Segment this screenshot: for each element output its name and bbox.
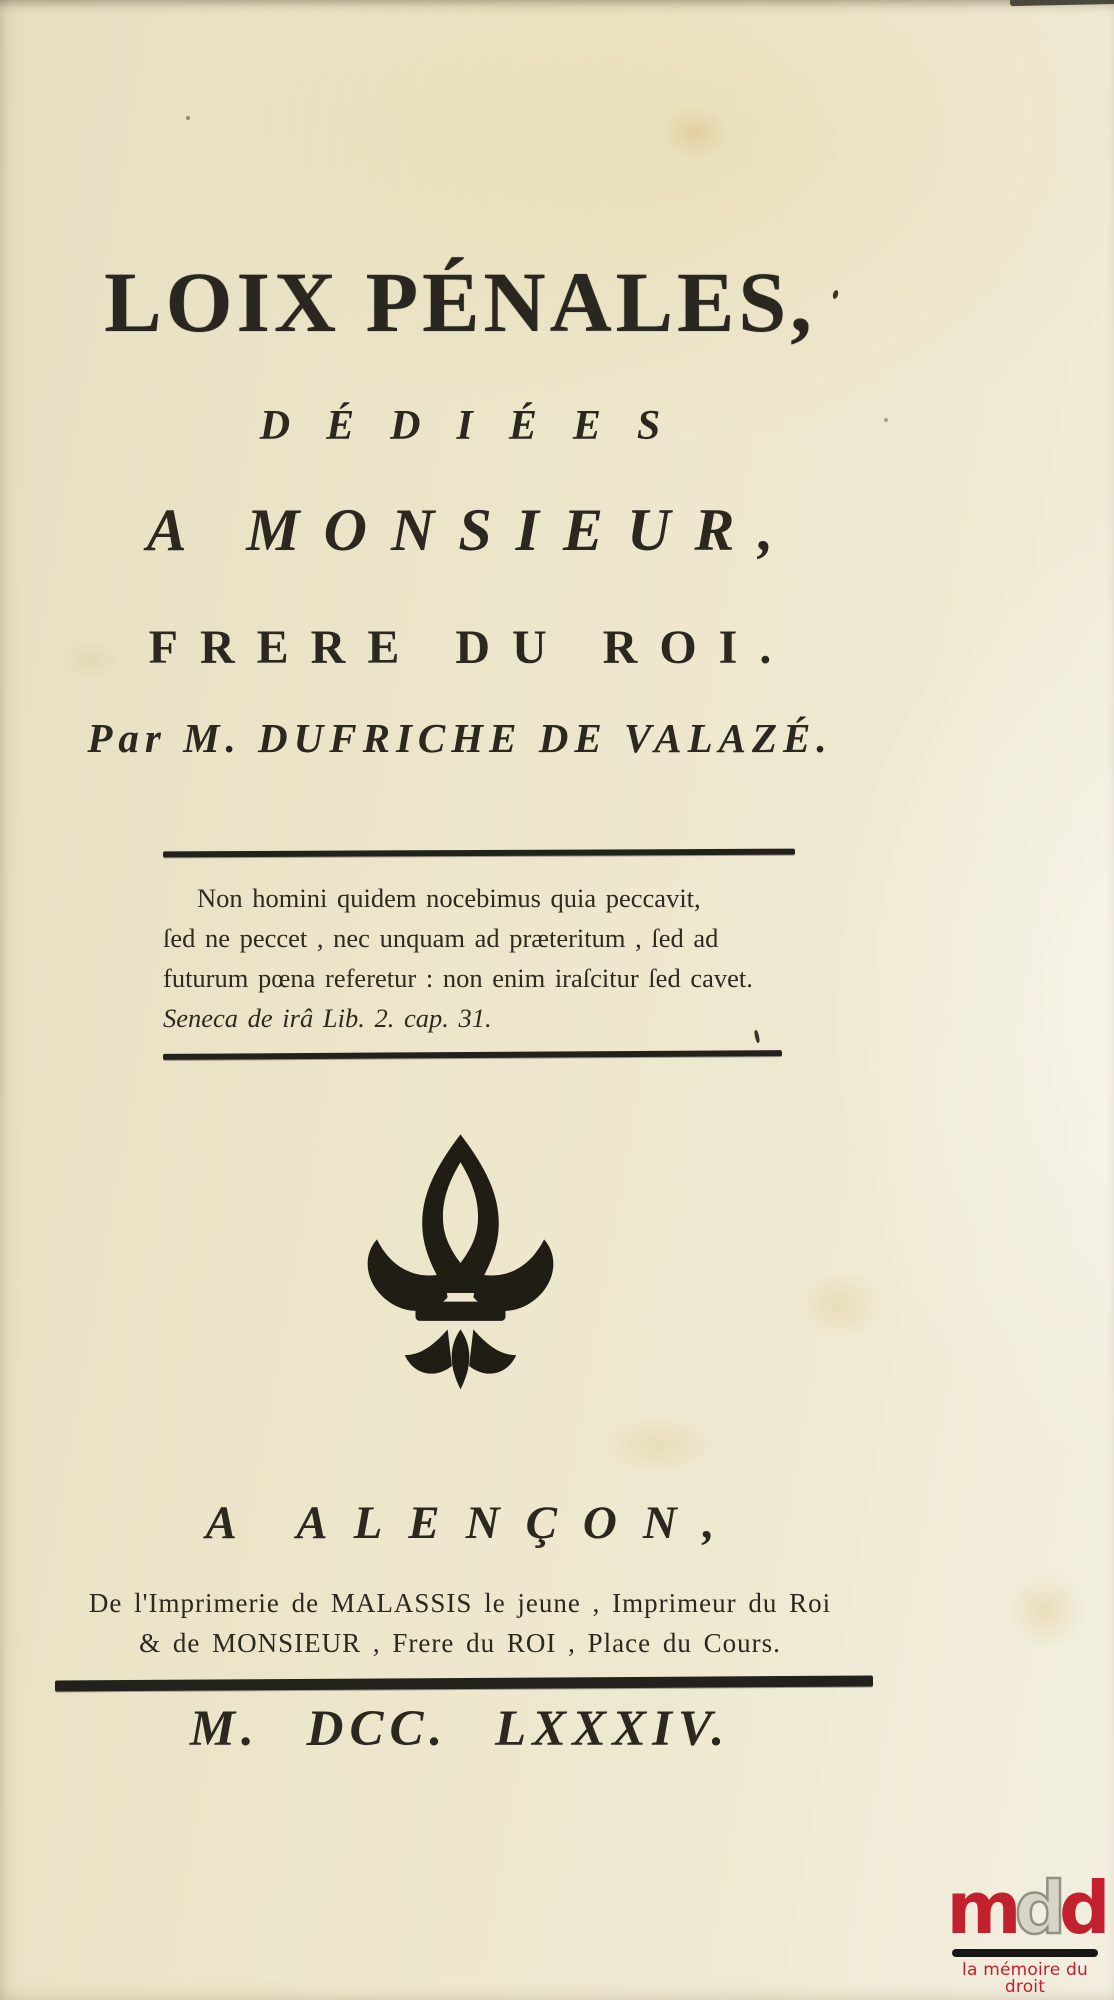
epigraph-block	[163, 850, 795, 1058]
imprint-date: M. DCC. LXXXIV.	[189, 1701, 731, 1757]
epigraph-attribution: Seneca de irâ Lib. 2. cap. 31.	[163, 1003, 492, 1033]
epigraph-text	[163, 878, 795, 1038]
logo-tagline: la mémoire du droit	[962, 1960, 1088, 1997]
fleur-de-lis-icon	[0, 1128, 920, 1403]
dedication-addressee-subtitle: FRERE DU ROI.	[148, 621, 794, 674]
imprint-printer-line2: & de MONSIEUR , Frere du ROI , Place du Cours.	[139, 1628, 781, 1658]
imprint-printer-line1: De l'Imprimerie de MALASSIS le jeune , Imprimeur du Roi	[88, 1588, 832, 1618]
logo-letter-d: d	[1059, 1866, 1104, 1950]
imprint-city: A ALENÇON,	[205, 1497, 741, 1549]
dedication-addressee: A MONSIEUR,	[146, 497, 798, 563]
epigraph-top-rule	[163, 849, 795, 858]
imprint-rule	[55, 1676, 873, 1692]
mdd-logo-letters	[940, 1866, 1110, 1950]
scan-edge-artifact	[1010, 0, 1114, 6]
logo-underline-bar	[952, 1949, 1098, 1957]
author-line: Par M. DUFRICHE DE VALAZÉ.	[87, 715, 833, 761]
dedication-word: DÉDIÉES	[259, 403, 697, 449]
mdd-watermark-logo	[940, 1866, 1110, 1997]
logo-letter-d-outline: d	[1014, 1866, 1060, 1950]
epigraph-line: Non homini quidem nocebimus quia peccavit,	[197, 883, 701, 913]
logo-letter-m: m	[946, 1866, 1015, 1950]
epigraph-bottom-rule	[163, 1050, 782, 1060]
epigraph-line: futurum pœna referetur : non enim iraſcitur ſed cavet.	[163, 963, 753, 993]
book-title: LOIX PÉNALES,	[104, 254, 816, 350]
epigraph-line: ſed ne peccet , nec unquam ad præteritum , ſed ad	[163, 923, 719, 953]
